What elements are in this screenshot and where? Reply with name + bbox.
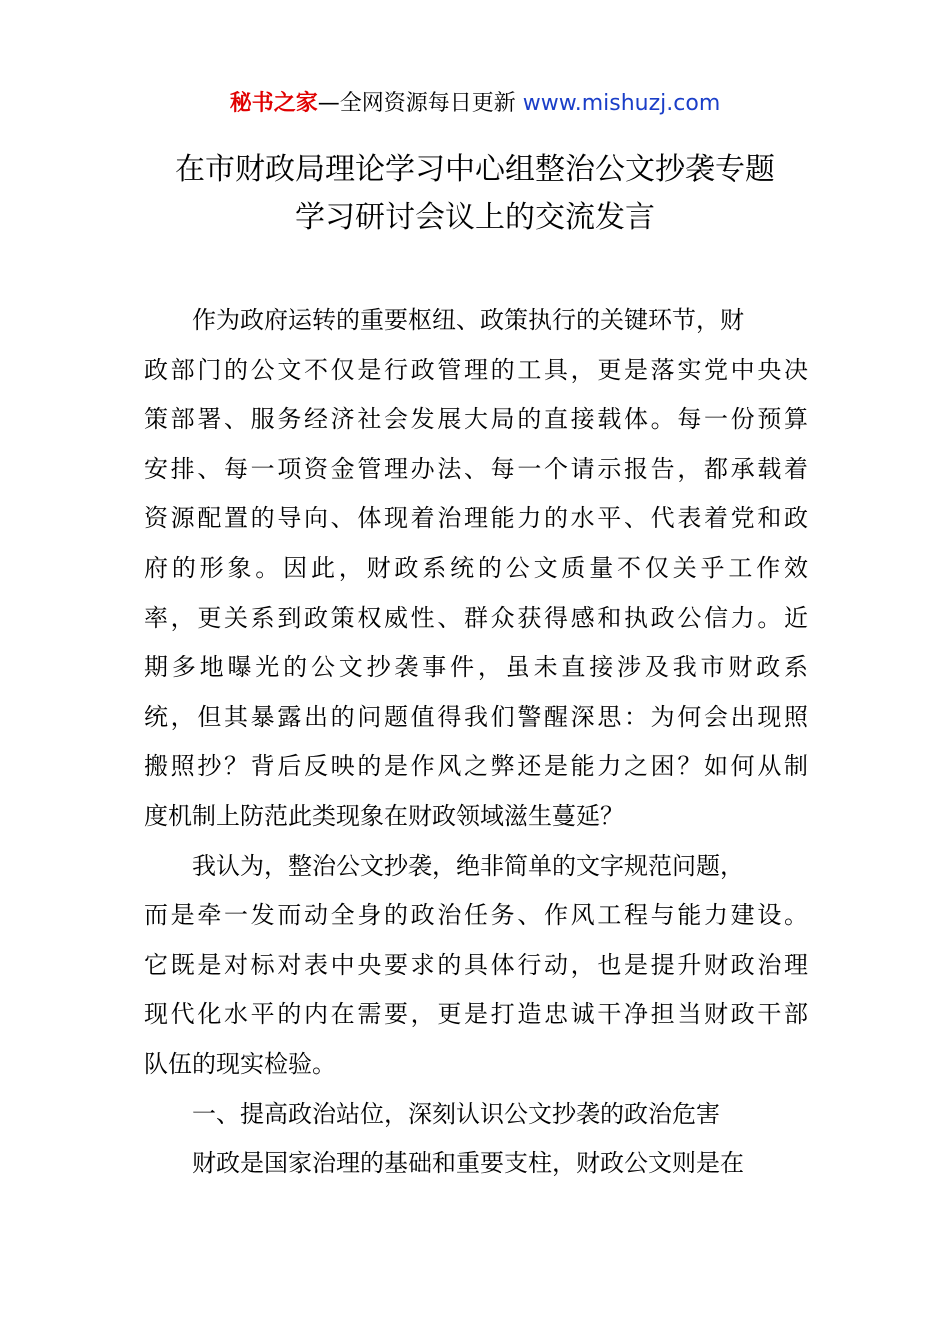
text-line: 一、提高政治站位，深刻认识公文抄袭的政治危害 <box>192 1099 720 1128</box>
text-line: 度机制上防范此类现象在财政领域滋生蔓延？ <box>144 801 624 830</box>
title-line-1: 在市财政局理论学习中心组整治公文抄袭专题 <box>175 152 775 187</box>
brand-name: 秘书之家 <box>229 91 318 116</box>
paragraph-intro <box>144 296 808 842</box>
document-body <box>144 296 808 1189</box>
text-line: 资源配置的导向、体现着治理能力的水平、代表着党和政 <box>144 504 808 533</box>
paragraph-view <box>144 842 808 1090</box>
text-line: 率，更关系到政策权威性、群众获得感和执政公信力。近 <box>144 603 808 632</box>
text-line: 现代化水平的内在需要，更是打造忠诚干净担当财政干部 <box>144 1000 808 1029</box>
text-line: 财政是国家治理的基础和重要支柱，财政公文则是在 <box>192 1149 744 1178</box>
text-line: 我认为，整治公文抄袭，绝非简单的文字规范问题， <box>192 851 744 880</box>
text-line: 策部署、服务经济社会发展大局的直接载体。每一份预算 <box>144 405 808 434</box>
section-heading-1 <box>144 1090 808 1140</box>
text-line: 统，但其暴露出的问题值得我们警醒深思：为何会出现照 <box>144 702 808 731</box>
site-url-link[interactable]: www.mishuzj.com <box>522 91 721 116</box>
text-line: 安排、每一项资金管理办法、每一个请示报告，都承载着 <box>144 454 808 483</box>
title-line-2: 学习研讨会议上的交流发言 <box>295 200 655 235</box>
text-line: 政部门的公文不仅是行政管理的工具，更是落实党中央决 <box>144 355 808 384</box>
text-line: 府的形象。因此，财政系统的公文质量不仅关乎工作效 <box>144 553 808 582</box>
text-line: 期多地曝光的公文抄袭事件，虽未直接涉及我市财政系 <box>144 653 808 682</box>
site-header <box>0 88 950 120</box>
text-line: 队伍的现实检验。 <box>144 1049 336 1078</box>
text-line: 作为政府运转的重要枢纽、政策执行的关键环节，财 <box>192 306 744 334</box>
document-title <box>100 146 850 242</box>
text-line: 它既是对标对表中央要求的具体行动，也是提升财政治理 <box>144 950 808 979</box>
paragraph-section-1 <box>144 1139 808 1189</box>
text-line: 而是牵一发而动全身的政治任务、作风工程与能力建设。 <box>144 901 808 930</box>
header-tagline: —全网资源每日更新 <box>317 91 516 116</box>
text-line: 搬照抄？背后反映的是作风之弊还是能力之困？如何从制 <box>144 752 808 781</box>
